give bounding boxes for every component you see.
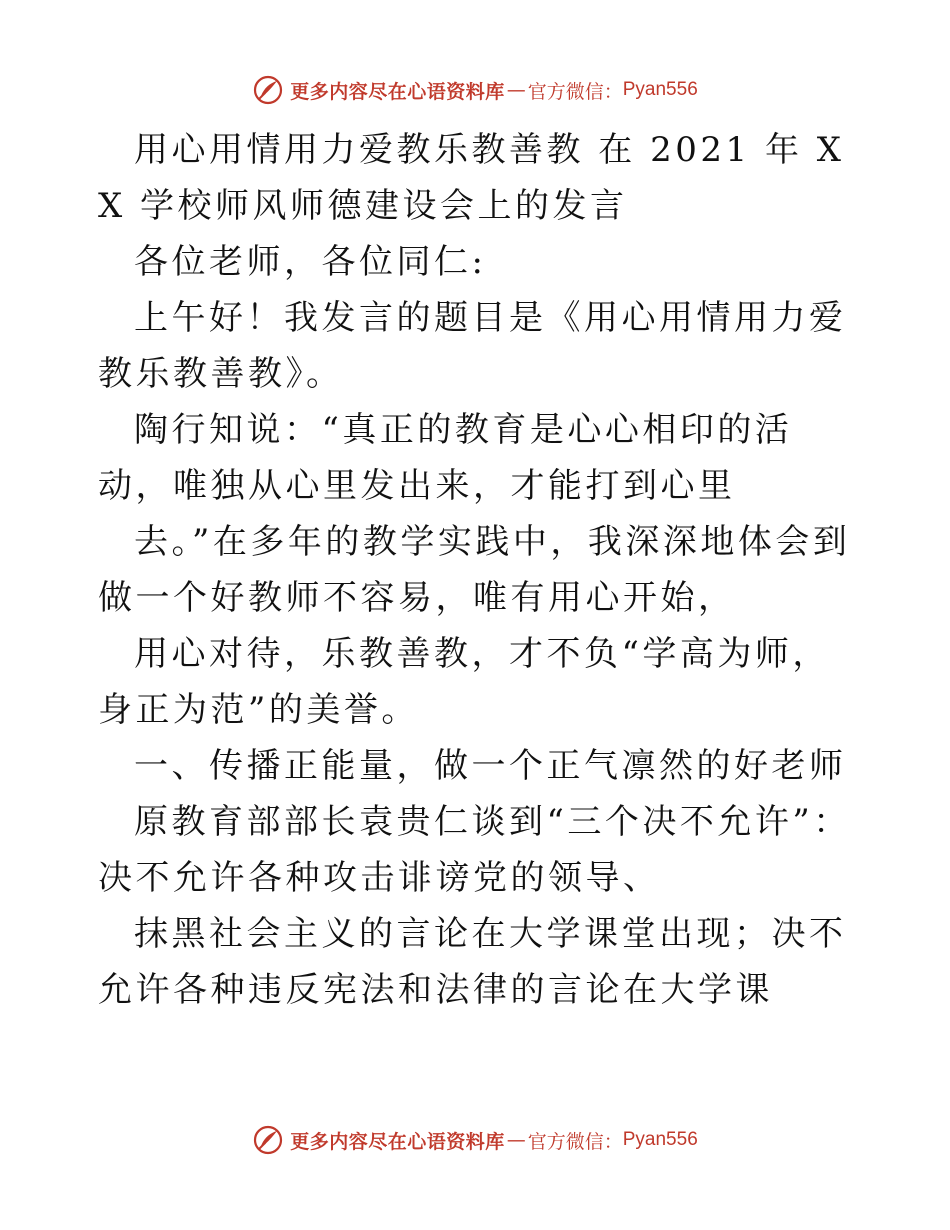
feather-pen-logo-icon bbox=[252, 1124, 284, 1156]
paragraph: 原教育部部长袁贵仁谈到“三个决不允许”：决不允许各种攻击诽谤党的领导、 bbox=[98, 802, 851, 898]
section-heading: 一、传播正能量，做一个正气凛然的好老师 bbox=[134, 746, 847, 786]
paragraph: 用心对待，乐教善教，才不负“学高为师，身正为范”的美誉。 bbox=[98, 634, 830, 730]
watermark-main-text: 更多内容尽在心语资料库 bbox=[290, 80, 505, 103]
watermark-main-text: 更多内容尽在心语资料库 bbox=[290, 1130, 505, 1153]
watermark-wechat-id: Pyan556 bbox=[622, 1129, 698, 1150]
footer-watermark bbox=[0, 1120, 950, 1160]
watermark-wechat-id: Pyan556 bbox=[622, 79, 698, 100]
document-body bbox=[98, 122, 854, 1018]
document-title: 用心用情用力爱教乐教善教 在 2021 年 XX 学校师风师德建设会上的发言 bbox=[98, 130, 845, 226]
watermark-wechat-label: 官方微信： bbox=[527, 1130, 623, 1153]
paragraph: 上午好！我发言的题目是《用心用情用力爱教乐教善教》。 bbox=[98, 298, 847, 394]
feather-pen-logo-icon bbox=[252, 74, 284, 106]
watermark-separator: — bbox=[506, 1129, 526, 1151]
watermark-wechat-label: 官方微信： bbox=[527, 80, 623, 103]
paragraph: 陶行知说：“真正的教育是心心相印的活动，唯独从心里发出来，才能打到心里 bbox=[98, 410, 793, 506]
paragraph: 去。”在多年的教学实践中，我深深地体会到做一个好教师不容易，唯有用心开始， bbox=[98, 522, 851, 618]
header-watermark bbox=[0, 70, 950, 110]
salutation: 各位老师，各位同仁: bbox=[134, 242, 487, 282]
watermark-separator: — bbox=[506, 79, 526, 101]
paragraph: 抹黑社会主义的言论在大学课堂出现；决不允许各种违反宪法和法律的言论在大学课 bbox=[98, 914, 847, 1010]
